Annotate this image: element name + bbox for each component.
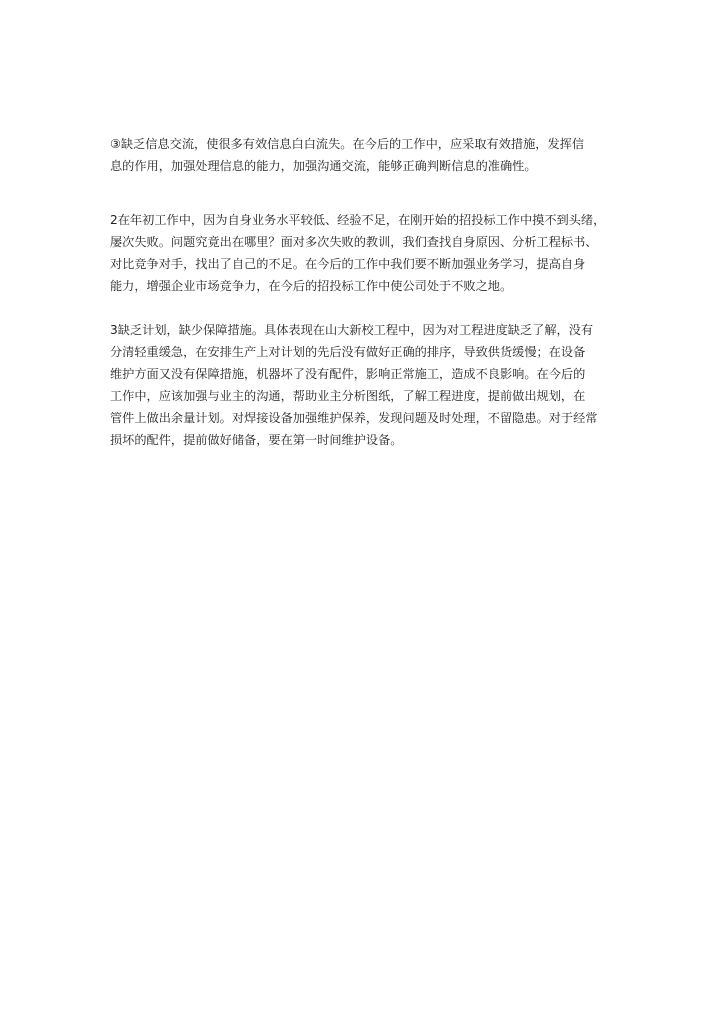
paragraph-line: 对比竞争对手，找出了自己的不足。在今后的工作中我们要不断加强业务学习，提高自身	[110, 257, 586, 271]
paragraph-planning-measures	[110, 319, 618, 451]
paragraph-line: 2在年初工作中，因为自身业务水平较低、经验不足，在刚开始的招投标工作中摸不到头绪，	[110, 213, 606, 227]
paragraph-line: 维护方面又没有保障措施，机器坏了没有配件，影响正常施工，造成不良影响。在今后的	[110, 367, 586, 381]
paragraph-line: 屡次失败。问题究竟出在哪里？面对多次失败的教训，我们查找自身原因、分析工程标书、	[110, 235, 598, 249]
paragraph-line: ③缺乏信息交流，使很多有效信息白白流失。在今后的工作中，应采取有效措施，发挥信	[110, 137, 585, 151]
paragraph-line: 能力，增强企业市场竞争力，在今后的招投标工作中使公司处于不败之地。	[110, 279, 513, 293]
paragraph-information-exchange	[110, 133, 618, 177]
paragraph-line: 分清轻重缓急，在安排生产上对计划的先后没有做好正确的排序，导致供货缓慢；在设备	[110, 345, 586, 359]
paragraph-line: 3缺乏计划，缺少保障措施。具体表现在山大新校工程中，因为对工程进度缺乏了解，没有	[110, 323, 594, 337]
paragraph-line: 管件上做出余量计划。对焊接设备加强维护保养，发现问题及时处理，不留隐患。对于经常	[110, 411, 598, 425]
paragraph-line: 损坏的配件，提前做好储备，要在第一时间维护设备。	[110, 433, 403, 447]
paragraph-line: 息的作用，加强处理信息的能力，加强沟通交流，能够正确判断信息的准确性。	[110, 159, 537, 173]
paragraph-bidding-work	[110, 209, 618, 297]
paragraph-line: 工作中，应该加强与业主的沟通，帮助业主分析图纸，了解工程进度，提前做出规划，在	[110, 389, 586, 403]
